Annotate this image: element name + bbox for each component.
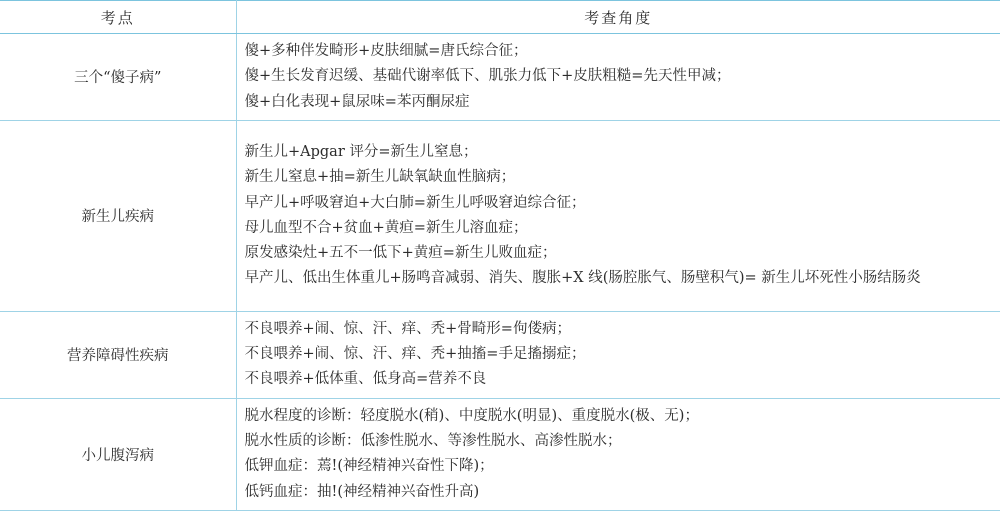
detail-cell — [236, 398, 1000, 510]
topic-cell: 小儿腹泻病 — [0, 398, 236, 510]
detail-line: 傻+白化表现+鼠尿味=苯丙酮尿症 — [244, 93, 470, 110]
detail-line: 新生儿+Apgar 评分=新生儿窒息； — [244, 144, 478, 160]
detail-line: 傻+多种伴发畸形+皮肤细腻=唐氏综合征； — [244, 43, 528, 59]
detail-line: 不良喂养+闹、惊、汗、痒、秃+骨畸形=佝偻病； — [244, 320, 571, 337]
table-row — [0, 34, 1000, 121]
topic-cell: 新生儿疾病 — [0, 120, 236, 311]
detail-line: 脱水程度的诊断：轻度脱水(稍)、中度脱水(明显)、重度脱水(极、无)； — [244, 407, 699, 424]
detail-line: 早产儿+呼吸窘迫+大白肺=新生儿呼吸窘迫综合征； — [244, 194, 586, 211]
detail-cell — [236, 311, 1000, 398]
detail-line: 低钾血症：蔫!(神经精神兴奋性下降)； — [244, 458, 494, 475]
detail-line: 不良喂养+闹、惊、汗、痒、秃+抽搐=手足搐搦症； — [244, 346, 586, 363]
table-row — [0, 120, 1000, 311]
header-row — [0, 1, 1000, 34]
detail-line: 原发感染灶+五不一低下+黄疸=新生儿败血症； — [244, 245, 557, 262]
detail-line: 傻+生长发育迟缓、基础代谢率低下、肌张力低下+皮肤粗糙=先天性甲减； — [244, 68, 731, 85]
detail-line: 不良喂养+低体重、低身高=营养不良 — [244, 371, 487, 388]
table-row — [0, 311, 1000, 398]
topic-cell: 营养障碍性疾病 — [0, 311, 236, 398]
table-row — [0, 398, 1000, 510]
detail-line: 早产儿、低出生体重儿+肠鸣音减弱、消失、腹胀+X 线(肠腔胀气、肠壁积气)= 新生儿坏死性小肠结肠炎 — [244, 270, 921, 287]
header-topic: 考点 — [0, 1, 236, 34]
topic-cell: 三个“傻子病” — [0, 34, 236, 121]
detail-line: 母儿血型不合+贫血+黄疸=新生儿溶血症； — [244, 219, 528, 236]
header-angle: 考查角度 — [236, 1, 1000, 34]
detail-cell — [236, 120, 1000, 311]
detail-line: 脱水性质的诊断：低渗性脱水、等渗性脱水、高渗性脱水； — [244, 433, 622, 450]
detail-line: 低钙血症：抽!(神经精神兴奋性升高) — [244, 483, 480, 500]
detail-line: 新生儿窒息+抽=新生儿缺氧缺血性脑病； — [244, 169, 516, 186]
detail-cell — [236, 34, 1000, 121]
